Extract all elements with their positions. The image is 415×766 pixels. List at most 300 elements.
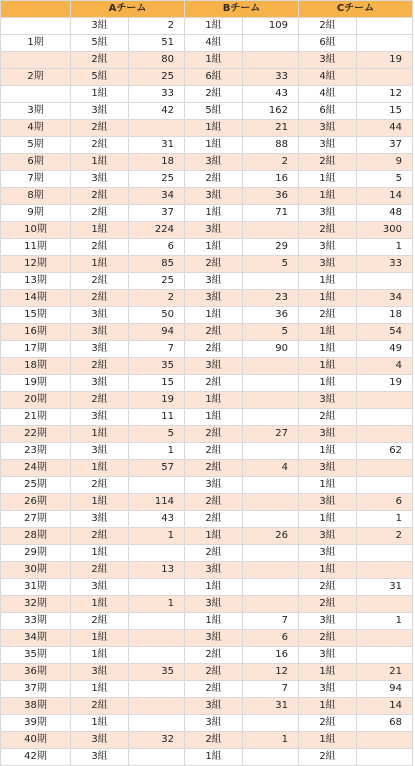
team-b-value-cell: 16 [243,647,299,664]
team-a-value-cell [129,579,185,596]
period-cell: 6期 [1,154,71,171]
period-cell [1,86,71,103]
team-c-value-cell [357,273,413,290]
team-b-group-cell: 3組 [185,154,243,171]
period-cell: 32期 [1,596,71,613]
team-a-value-cell: 13 [129,562,185,579]
team-c-value-cell: 2 [357,528,413,545]
table-row [1,715,413,732]
team-a-group-cell: 1組 [71,86,129,103]
team-b-group-cell: 1組 [185,579,243,596]
team-c-group-cell: 3組 [299,392,357,409]
period-cell: 5期 [1,137,71,154]
team-c-value-cell: 5 [357,171,413,188]
team-b-group-cell: 2組 [185,732,243,749]
table-row [1,562,413,579]
team-a-group-cell: 3組 [71,579,129,596]
team-c-group-cell: 4組 [299,69,357,86]
team-b-group-cell: 3組 [185,477,243,494]
team-c-value-cell: 44 [357,120,413,137]
table-row [1,392,413,409]
team-c-value-cell: 19 [357,52,413,69]
team-b-value-cell: 6 [243,630,299,647]
period-cell: 2期 [1,69,71,86]
team-b-group-cell: 1組 [185,239,243,256]
team-a-value-cell: 51 [129,35,185,52]
table-row [1,103,413,120]
team-a-group-cell: 3組 [71,443,129,460]
team-c-group-cell: 3組 [299,426,357,443]
team-b-value-cell: 36 [243,307,299,324]
team-a-group-cell: 1組 [71,154,129,171]
team-c-value-cell [357,35,413,52]
team-c-group-cell: 2組 [299,715,357,732]
team-a-value-cell [129,120,185,137]
team-b-value-cell [243,596,299,613]
team-b-value-cell [243,443,299,460]
team-b-value-cell: 31 [243,698,299,715]
team-c-group-cell: 3組 [299,137,357,154]
team-b-value-cell [243,562,299,579]
table-row [1,375,413,392]
team-c-value-cell: 94 [357,681,413,698]
team-b-group-cell: 2組 [185,375,243,392]
team-c-group-cell: 2組 [299,630,357,647]
team-c-group-cell: 1組 [299,732,357,749]
period-cell [1,52,71,69]
period-cell: 26期 [1,494,71,511]
table-row [1,409,413,426]
table-row [1,749,413,766]
period-cell: 12期 [1,256,71,273]
team-c-value-cell: 6 [357,494,413,511]
team-a-value-cell [129,681,185,698]
team-c-value-cell [357,596,413,613]
team-c-value-cell [357,545,413,562]
table-row [1,511,413,528]
team-b-group-cell: 2組 [185,681,243,698]
team-c-value-cell: 31 [357,579,413,596]
team-b-value-cell: 7 [243,613,299,630]
table-row [1,647,413,664]
team-a-value-cell: 34 [129,188,185,205]
team-a-group-cell: 1組 [71,630,129,647]
team-a-group-cell: 3組 [71,511,129,528]
team-b-value-cell: 23 [243,290,299,307]
period-cell [1,18,71,35]
period-cell: 20期 [1,392,71,409]
team-c-group-cell: 1組 [299,324,357,341]
team-a-value-cell: 5 [129,426,185,443]
team-a-value-cell: 18 [129,154,185,171]
team-b-value-cell: 88 [243,137,299,154]
team-a-value-cell: 19 [129,392,185,409]
period-cell: 27期 [1,511,71,528]
team-b-value-cell: 5 [243,256,299,273]
period-cell: 38期 [1,698,71,715]
team-a-group-cell: 2組 [71,392,129,409]
team-c-value-cell: 300 [357,222,413,239]
team-c-value-cell: 49 [357,341,413,358]
team-b-group-cell: 2組 [185,324,243,341]
team-c-group-cell: 3組 [299,460,357,477]
team-b-value-cell [243,52,299,69]
team-b-value-cell [243,477,299,494]
team-c-value-cell: 4 [357,358,413,375]
period-cell: 25期 [1,477,71,494]
team-b-group-cell: 1組 [185,120,243,137]
team-b-group-cell: 1組 [185,392,243,409]
team-b-value-cell: 12 [243,664,299,681]
team-a-group-cell: 1組 [71,426,129,443]
team-c-group-cell: 1組 [299,443,357,460]
team-c-group-cell: 4組 [299,86,357,103]
team-c-value-cell: 14 [357,188,413,205]
team-a-value-cell: 224 [129,222,185,239]
team-a-value-cell: 114 [129,494,185,511]
team-b-group-cell: 2組 [185,341,243,358]
team-c-group-cell: 1組 [299,341,357,358]
team-c-group-cell: 1組 [299,477,357,494]
table-row [1,205,413,222]
table-row [1,341,413,358]
team-c-value-cell: 12 [357,86,413,103]
team-a-group-cell: 1組 [71,596,129,613]
team-a-value-cell: 37 [129,205,185,222]
team-a-group-cell: 1組 [71,494,129,511]
team-b-group-cell: 2組 [185,664,243,681]
period-cell: 16期 [1,324,71,341]
period-cell: 22期 [1,426,71,443]
team-b-group-cell: 5組 [185,103,243,120]
table-row [1,698,413,715]
team-b-group-cell: 1組 [185,307,243,324]
team-a-group-cell: 3組 [71,171,129,188]
table-row [1,596,413,613]
team-b-group-cell: 3組 [185,222,243,239]
team-b-value-cell: 1 [243,732,299,749]
team-a-group-cell: 2組 [71,613,129,630]
team-b-value-cell: 7 [243,681,299,698]
team-a-group-cell: 3組 [71,18,129,35]
team-b-value-cell: 4 [243,460,299,477]
period-cell: 17期 [1,341,71,358]
team-c-value-cell: 33 [357,256,413,273]
team-a-group-cell: 1組 [71,647,129,664]
team-c-value-cell [357,647,413,664]
team-a-group-cell: 2組 [71,358,129,375]
table-row [1,120,413,137]
team-b-value-cell: 21 [243,120,299,137]
period-cell: 28期 [1,528,71,545]
team-a-value-cell: 85 [129,256,185,273]
team-a-value-cell [129,715,185,732]
team-a-group-cell: 1組 [71,256,129,273]
team-b-value-cell: 90 [243,341,299,358]
header-team-b: Bチーム [185,1,299,18]
team-c-group-cell: 1組 [299,375,357,392]
team-c-group-cell: 3組 [299,256,357,273]
team-a-value-cell: 50 [129,307,185,324]
header-row [1,1,413,18]
team-a-group-cell: 2組 [71,52,129,69]
team-b-value-cell: 33 [243,69,299,86]
team-c-group-cell: 3組 [299,528,357,545]
team-c-group-cell: 2組 [299,749,357,766]
table-row [1,358,413,375]
team-a-group-cell: 2組 [71,477,129,494]
team-c-value-cell: 1 [357,239,413,256]
table-row [1,579,413,596]
team-c-group-cell: 3組 [299,52,357,69]
team-c-value-cell: 19 [357,375,413,392]
team-c-value-cell: 15 [357,103,413,120]
table-row [1,137,413,154]
table-row [1,307,413,324]
table-row [1,290,413,307]
period-cell: 39期 [1,715,71,732]
table-row [1,239,413,256]
team-c-group-cell: 3組 [299,647,357,664]
table-row [1,545,413,562]
team-b-value-cell [243,375,299,392]
team-c-group-cell: 2組 [299,307,357,324]
period-cell: 24期 [1,460,71,477]
team-a-value-cell: 31 [129,137,185,154]
table-row [1,324,413,341]
team-c-value-cell: 9 [357,154,413,171]
team-c-value-cell [357,392,413,409]
team-b-value-cell [243,511,299,528]
header-corner [1,1,71,18]
team-c-group-cell: 1組 [299,273,357,290]
team-b-group-cell: 3組 [185,630,243,647]
team-c-group-cell: 3組 [299,120,357,137]
team-c-group-cell: 1組 [299,664,357,681]
team-a-group-cell: 2組 [71,188,129,205]
table-row [1,86,413,103]
team-c-value-cell [357,18,413,35]
team-b-value-cell [243,222,299,239]
team-c-group-cell: 1組 [299,562,357,579]
team-b-group-cell: 2組 [185,86,243,103]
team-c-value-cell: 48 [357,205,413,222]
table-row [1,154,413,171]
period-cell: 1期 [1,35,71,52]
team-b-value-cell: 5 [243,324,299,341]
team-b-value-cell [243,545,299,562]
period-cell: 4期 [1,120,71,137]
team-c-group-cell: 3組 [299,545,357,562]
team-a-group-cell: 1組 [71,460,129,477]
team-a-value-cell: 25 [129,69,185,86]
team-c-group-cell: 2組 [299,596,357,613]
team-b-value-cell: 26 [243,528,299,545]
team-b-group-cell: 1組 [185,137,243,154]
team-b-group-cell: 2組 [185,494,243,511]
team-a-value-cell [129,545,185,562]
team-a-group-cell: 3組 [71,664,129,681]
team-b-value-cell: 27 [243,426,299,443]
team-a-value-cell: 94 [129,324,185,341]
table-body [1,18,413,766]
team-b-group-cell: 3組 [185,290,243,307]
team-a-group-cell: 2組 [71,290,129,307]
table-row [1,494,413,511]
table-row [1,52,413,69]
header-team-a: Aチーム [71,1,185,18]
period-cell: 11期 [1,239,71,256]
team-b-group-cell: 2組 [185,256,243,273]
team-b-group-cell: 1組 [185,409,243,426]
team-a-value-cell [129,630,185,647]
team-b-group-cell: 3組 [185,562,243,579]
team-c-group-cell: 3組 [299,239,357,256]
team-a-group-cell: 3組 [71,103,129,120]
team-a-group-cell: 5組 [71,35,129,52]
period-cell: 36期 [1,664,71,681]
team-c-value-cell [357,630,413,647]
team-c-value-cell [357,477,413,494]
team-a-group-cell: 2組 [71,137,129,154]
team-a-value-cell: 42 [129,103,185,120]
team-a-group-cell: 3組 [71,409,129,426]
team-b-group-cell: 3組 [185,715,243,732]
team-b-group-cell: 1組 [185,749,243,766]
team-c-value-cell: 1 [357,613,413,630]
team-c-group-cell: 1組 [299,511,357,528]
team-c-value-cell [357,409,413,426]
team-a-group-cell: 1組 [71,715,129,732]
team-a-value-cell: 1 [129,596,185,613]
team-a-group-cell: 2組 [71,239,129,256]
team-c-group-cell: 2組 [299,222,357,239]
team-a-value-cell: 6 [129,239,185,256]
table-row [1,273,413,290]
team-c-group-cell: 1組 [299,290,357,307]
team-c-group-cell: 1組 [299,698,357,715]
team-a-group-cell: 2組 [71,120,129,137]
team-a-value-cell: 57 [129,460,185,477]
team-b-group-cell: 3組 [185,358,243,375]
team-b-group-cell: 1組 [185,613,243,630]
team-b-group-cell: 2組 [185,545,243,562]
team-a-value-cell: 7 [129,341,185,358]
team-b-group-cell: 1組 [185,18,243,35]
table-row [1,222,413,239]
team-c-value-cell: 34 [357,290,413,307]
team-c-value-cell [357,69,413,86]
team-c-value-cell [357,426,413,443]
team-a-group-cell: 3組 [71,324,129,341]
table-row [1,69,413,86]
team-b-group-cell: 2組 [185,460,243,477]
team-a-group-cell: 1組 [71,222,129,239]
team-a-value-cell [129,749,185,766]
team-c-value-cell [357,460,413,477]
team-a-value-cell [129,477,185,494]
team-a-value-cell: 35 [129,358,185,375]
team-a-group-cell: 2組 [71,273,129,290]
team-b-group-cell: 2組 [185,647,243,664]
period-cell: 19期 [1,375,71,392]
team-c-value-cell [357,732,413,749]
period-cell: 10期 [1,222,71,239]
team-a-value-cell [129,698,185,715]
team-a-value-cell: 80 [129,52,185,69]
period-cell: 34期 [1,630,71,647]
team-b-group-cell: 4組 [185,35,243,52]
team-a-group-cell: 2組 [71,562,129,579]
team-c-group-cell: 6組 [299,35,357,52]
team-a-value-cell: 11 [129,409,185,426]
team-b-value-cell [243,409,299,426]
team-b-group-cell: 2組 [185,443,243,460]
team-b-group-cell: 2組 [185,426,243,443]
period-cell: 40期 [1,732,71,749]
team-b-group-cell: 1組 [185,52,243,69]
team-b-value-cell: 2 [243,154,299,171]
team-a-value-cell: 25 [129,273,185,290]
team-a-group-cell: 3組 [71,341,129,358]
team-b-group-cell: 3組 [185,698,243,715]
team-b-value-cell [243,392,299,409]
period-cell: 7期 [1,171,71,188]
team-c-value-cell: 14 [357,698,413,715]
team-b-value-cell: 162 [243,103,299,120]
team-b-value-cell [243,579,299,596]
period-cell: 30期 [1,562,71,579]
team-b-group-cell: 1組 [185,205,243,222]
team-b-group-cell: 3組 [185,188,243,205]
team-c-group-cell: 2組 [299,409,357,426]
table-row [1,528,413,545]
team-b-value-cell: 36 [243,188,299,205]
table-row [1,256,413,273]
team-b-value-cell [243,273,299,290]
team-b-value-cell [243,35,299,52]
team-a-group-cell: 5組 [71,69,129,86]
table-row [1,443,413,460]
table-row [1,732,413,749]
team-b-value-cell: 16 [243,171,299,188]
team-b-value-cell: 43 [243,86,299,103]
team-a-value-cell: 32 [129,732,185,749]
team-c-group-cell: 2組 [299,154,357,171]
team-c-value-cell [357,749,413,766]
table-row [1,477,413,494]
team-b-group-cell: 6組 [185,69,243,86]
table-row [1,613,413,630]
team-b-value-cell: 29 [243,239,299,256]
team-a-value-cell: 1 [129,528,185,545]
team-c-value-cell: 37 [357,137,413,154]
team-c-value-cell [357,562,413,579]
team-b-value-cell [243,749,299,766]
table-row [1,630,413,647]
team-a-value-cell: 2 [129,18,185,35]
team-a-group-cell: 2組 [71,698,129,715]
period-cell: 8期 [1,188,71,205]
team-a-value-cell: 15 [129,375,185,392]
table-row [1,171,413,188]
team-c-value-cell: 68 [357,715,413,732]
team-a-value-cell: 43 [129,511,185,528]
table-row [1,188,413,205]
team-c-group-cell: 3組 [299,681,357,698]
team-c-group-cell: 1組 [299,358,357,375]
team-b-value-cell [243,494,299,511]
